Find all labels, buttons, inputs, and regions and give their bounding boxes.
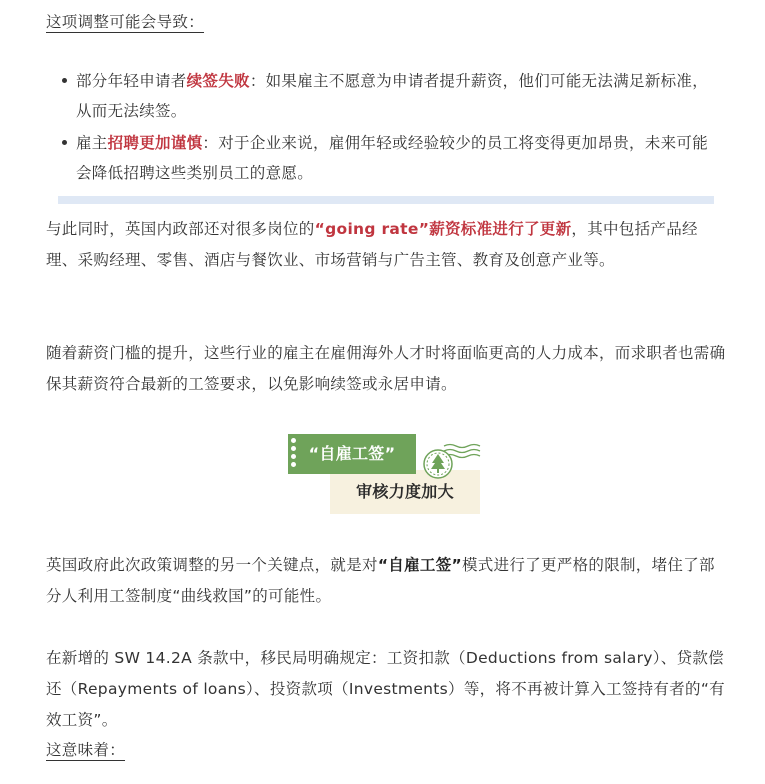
section-divider: [58, 196, 714, 204]
bullet-prefix: 部分年轻申请者: [76, 72, 187, 90]
section-badge: [288, 434, 482, 514]
badge-tag: [288, 434, 416, 474]
paragraph-going-rate: [46, 214, 726, 276]
bullet-suffix: ：对于企业来说，雇佣年轻或经验较少的员工将变得更加昂贵，未来可能会降低招聘这些类别员工的意愿。: [76, 134, 709, 182]
section-title-consequences: 这项调整可能会导致：: [46, 13, 205, 31]
paragraph-text: 模式进行了更严格的限制，堵住了部分人利用工签制度“曲线救国”的可能性。: [46, 556, 715, 605]
paragraph-sw-clause: 在新增的 SW 14.2A 条款中，移民局明确规定：工资扣款（Deductions from salary）、贷款偿还（Repayments of loans）、投资款项（Investments）等，将不再被计算入工签持有者的“有效工资”。: [46, 649, 725, 729]
tree-stamp-icon: [420, 438, 482, 482]
list-item: [62, 128, 722, 188]
going-rate-highlight: “going rate”薪资标准进行了更新: [314, 220, 572, 238]
badge-tag-label: “自雇工签”: [308, 444, 396, 463]
bullet-suffix: ：如果雇主不愿意为申请者提升薪资，他们可能无法满足新标准，从而无法续签。: [76, 72, 709, 120]
notebook-holes-icon: [291, 438, 297, 470]
list-item: [62, 66, 722, 126]
bullet-prefix: 雇主: [76, 134, 108, 152]
bullet-highlight: 招聘更加谨慎: [107, 134, 203, 152]
self-sponsorship-bold: “自雇工签”: [377, 556, 462, 574]
bullet-highlight: 续签失败: [186, 72, 250, 90]
paragraph-text: 与此同时，英国内政部还对很多岗位的: [46, 220, 315, 238]
consequence-list: [62, 66, 722, 190]
paragraph-text: 英国政府此次政策调整的另一个关键点，就是对: [46, 556, 378, 574]
paragraph-text: ，其中包括产品经理、采购经理、零售、酒店与餐饮业、市场营销与广告主管、教育及创意产业等。: [46, 220, 698, 269]
badge-subtitle: 审核力度加大: [330, 470, 480, 514]
paragraph-self-sponsorship: [46, 550, 726, 612]
section-title-implications: 这意味着：: [46, 741, 126, 759]
paragraph-salary-threshold: 随着薪资门槛的提升，这些行业的雇主在雇佣海外人才时将面临更高的人力成本，而求职者也需确保其薪资符合最新的工签要求，以免影响续签或永居申请。: [46, 344, 726, 393]
